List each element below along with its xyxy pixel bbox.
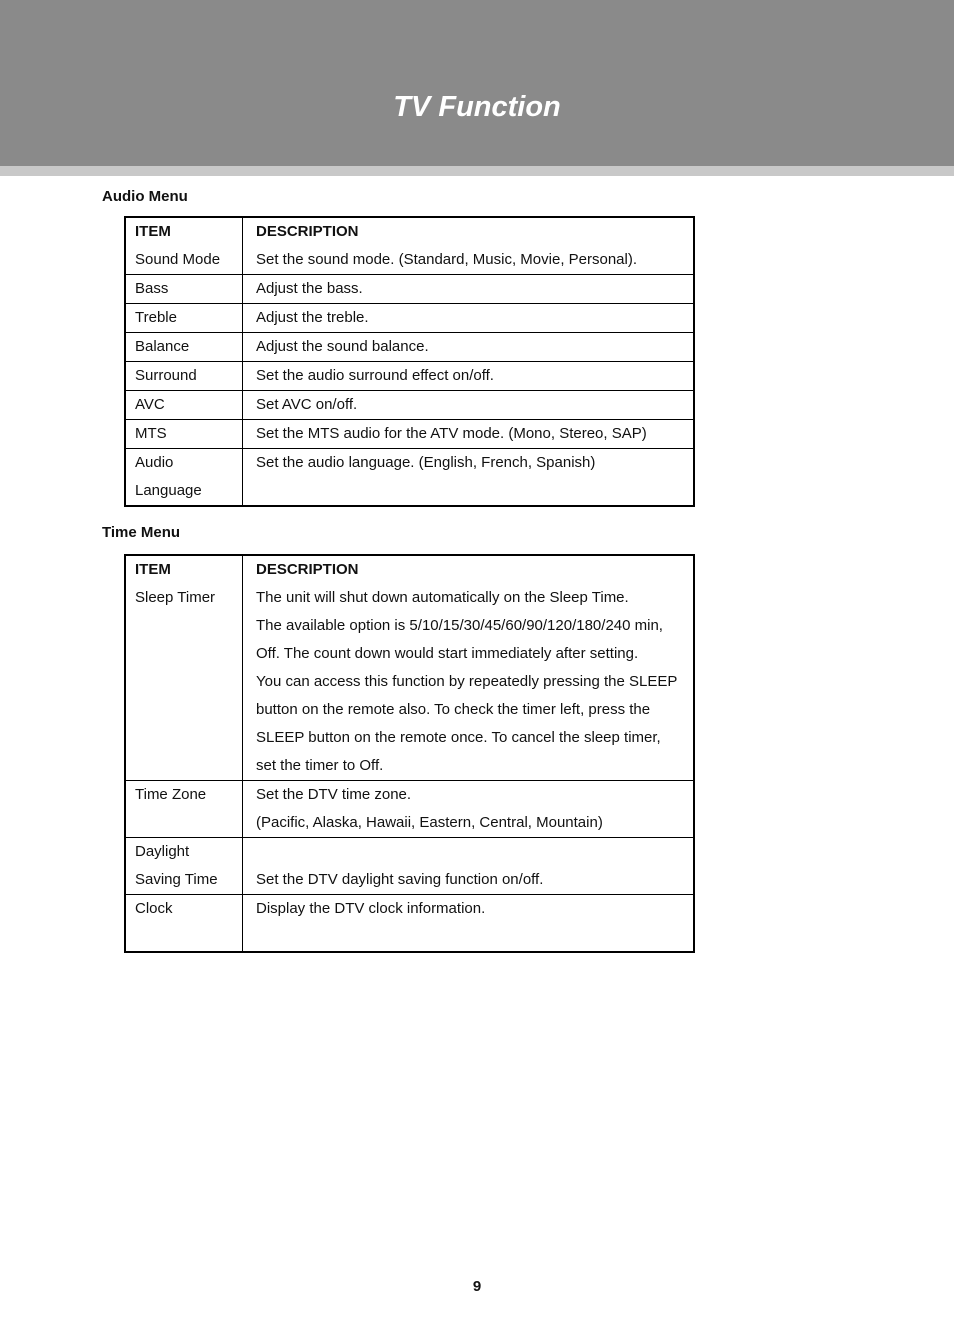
header-banner [0,0,954,166]
item-text: Saving Time [135,871,218,888]
audio-menu-heading: Audio Menu [102,188,188,205]
item-text: AVC [135,396,165,413]
table-row [125,362,694,391]
description-text: The unit will shut down automatically on the Sleep Time. [256,589,629,606]
description-cell [243,781,695,838]
description-text: button on the remote also. To check the timer left, press the [256,701,651,718]
item-cell [125,362,243,391]
item-text: MTS [135,425,167,442]
item-text: Bass [135,280,169,297]
description-text: set the timer to Off. [256,757,384,774]
item-text: Daylight [135,843,190,860]
description-text: You can access this function by repeatedly pressing the SLEEP [256,673,678,690]
description-cell [243,304,695,333]
description-cell [243,895,695,953]
table-row [125,420,694,449]
description-cell [243,391,695,420]
header-divider [0,166,954,176]
description-text: Off. The count down would start immediately after setting. [256,645,639,662]
column-header-description: DESCRIPTION [256,561,359,578]
description-text: Set the DTV time zone. [256,786,412,803]
item-cell [125,838,243,895]
description-text: The available option is 5/10/15/30/45/60/90/120/180/240 min, [256,617,663,634]
table-row [125,333,694,362]
audio-menu-rows [125,246,694,506]
description-cell [243,420,695,449]
table-row [125,304,694,333]
audio-menu-table [124,216,695,507]
item-text: Time Zone [135,786,207,803]
description-text [256,838,685,866]
item-text: Treble [135,309,177,326]
item-cell [125,420,243,449]
description-text: Set the sound mode. (Standard, Music, Movie, Personal). [256,251,638,268]
description-cell [243,362,695,391]
description-cell [243,275,695,304]
table-row [125,895,694,953]
table-row [125,584,694,781]
column-header-description: DESCRIPTION [256,223,359,240]
item-text: Audio [135,454,174,471]
item-text: Sleep Timer [135,589,216,606]
description-text: Set the DTV daylight saving function on/off. [256,871,544,888]
table-row [125,275,694,304]
table-header-row [125,217,694,246]
table-row [125,781,694,838]
description-text: Adjust the sound balance. [256,338,429,355]
description-text: (Pacific, Alaska, Hawaii, Eastern, Central, Mountain) [256,814,603,831]
table-row [125,449,694,507]
table-row [125,391,694,420]
table-row [125,838,694,895]
description-cell [243,333,695,362]
item-cell [125,275,243,304]
description-text: Set the MTS audio for the ATV mode. (Mono, Stereo, SAP) [256,425,647,442]
item-cell [125,246,243,275]
time-menu-heading: Time Menu [102,524,181,541]
description-cell [243,449,695,507]
description-cell [243,246,695,275]
item-text: Language [135,482,202,499]
description-text [256,923,685,951]
item-cell [125,333,243,362]
table-header-row [125,555,694,584]
item-cell [125,449,243,507]
page-title: TV Function [393,91,561,123]
description-text: Adjust the bass. [256,280,363,297]
item-cell [125,584,243,781]
table-row [125,246,694,275]
description-text: Set the audio language. (English, French, Spanish) [256,454,596,471]
item-cell [125,304,243,333]
item-text: Surround [135,367,197,384]
item-text: Balance [135,338,190,355]
description-cell [243,838,695,895]
time-menu-rows [125,584,694,952]
time-menu-table [124,554,695,953]
item-cell [125,895,243,953]
description-text: SLEEP button on the remote once. To cancel the sleep timer, [256,729,661,746]
item-cell [125,391,243,420]
description-text: Adjust the treble. [256,309,369,326]
item-text: Clock [135,900,173,917]
description-text: Set AVC on/off. [256,396,358,413]
description-cell [243,584,695,781]
column-header-item: ITEM [125,555,243,584]
description-text: Set the audio surround effect on/off. [256,367,494,384]
description-text: Display the DTV clock information. [256,900,486,917]
page-number: 9 [472,1278,482,1295]
column-header-item: ITEM [125,217,243,246]
item-cell [125,781,243,838]
item-text: Sound Mode [135,251,221,268]
